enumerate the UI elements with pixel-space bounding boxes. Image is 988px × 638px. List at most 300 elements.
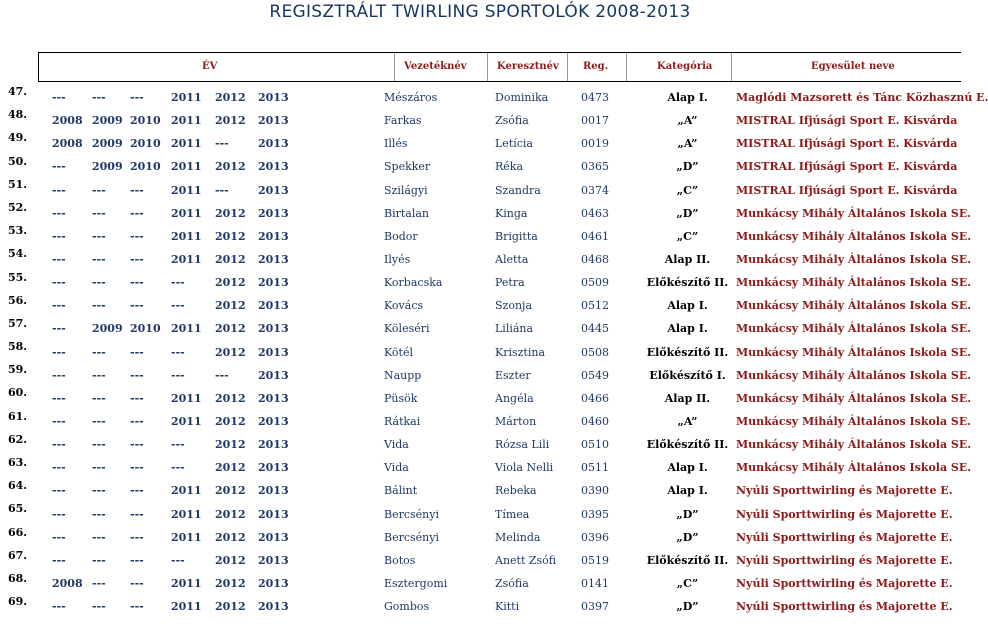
category: Előkészítő I.	[649, 368, 726, 382]
first-name: Tímea	[495, 507, 530, 521]
first-name: Zsófia	[495, 576, 529, 590]
category: „D”	[676, 530, 699, 544]
year-2009: 2009	[92, 322, 123, 336]
year-2008: ---	[52, 553, 66, 567]
year-2013: 2013	[258, 600, 289, 614]
header-kategoria: Kategória	[657, 61, 713, 72]
first-name: Dominika	[495, 91, 549, 104]
year-2012: 2012	[215, 345, 246, 359]
year-2012: 2012	[215, 299, 246, 313]
last-name: Botos	[384, 553, 416, 567]
club-name: Munkácsy Mihály Általános Iskola SE.	[736, 461, 972, 475]
row-number: 60.	[8, 386, 28, 400]
table-row	[38, 155, 960, 178]
year-2013: 2013	[258, 391, 289, 405]
year-2009: ---	[92, 530, 106, 544]
club-name: Munkácsy Mihály Általános Iskola SE.	[736, 299, 972, 313]
row-number: 64.	[8, 479, 28, 493]
last-name: Kötél	[384, 345, 413, 359]
year-2009: ---	[92, 206, 106, 220]
category: „D”	[676, 507, 699, 521]
year-2012: 2012	[215, 276, 246, 290]
category: „A”	[677, 414, 698, 428]
year-2013: 2013	[258, 137, 289, 151]
row-number: 65.	[8, 502, 28, 516]
year-2012: 2012	[215, 322, 246, 336]
year-2011: 2011	[171, 206, 202, 220]
club-name: Munkácsy Mihály Általános Iskola SE.	[736, 206, 972, 220]
year-2011: 2011	[171, 600, 202, 614]
category: „A”	[677, 137, 698, 151]
year-2010: ---	[130, 576, 144, 590]
table-row	[38, 410, 972, 433]
year-2011: ---	[171, 553, 185, 567]
year-2008: ---	[52, 206, 66, 220]
row-number: 67.	[8, 548, 28, 562]
year-2010: ---	[130, 183, 144, 197]
row-number: 59.	[8, 363, 28, 377]
first-name: Kinga	[495, 206, 528, 220]
category: Előkészítő II.	[646, 276, 729, 290]
year-2013: 2013	[258, 160, 289, 174]
year-2008: ---	[52, 183, 66, 197]
first-name: Petra	[495, 276, 525, 290]
table-row	[38, 433, 972, 456]
reg-number: 0017	[581, 114, 609, 128]
year-2009: ---	[92, 600, 106, 614]
reg-number: 0396	[581, 530, 609, 544]
year-2011: ---	[171, 345, 185, 359]
club-name: MISTRAL Ifjúsági Sport E. Kisvárda	[736, 114, 958, 128]
year-2008: 2008	[52, 576, 83, 590]
year-2008: 2008	[52, 137, 83, 151]
last-name: Szilágyi	[384, 183, 428, 197]
category: „D”	[676, 206, 699, 220]
club-name: Munkácsy Mihály Általános Iskola SE.	[736, 229, 972, 243]
year-2012: 2012	[215, 484, 246, 498]
year-2008: ---	[52, 600, 66, 614]
year-2008: ---	[52, 368, 66, 382]
club-name: Munkácsy Mihály Általános Iskola SE.	[736, 391, 972, 405]
year-2011: ---	[171, 299, 185, 313]
year-2010: ---	[130, 91, 144, 104]
year-2013: 2013	[258, 91, 289, 104]
header-vezeteknev: Vezetéknév	[404, 61, 467, 72]
year-2010: ---	[130, 299, 144, 313]
year-2011: ---	[171, 438, 185, 452]
year-2010: ---	[130, 438, 144, 452]
row-number: 68.	[8, 571, 28, 585]
table-row	[38, 479, 960, 502]
table-row	[38, 294, 972, 317]
club-name: Nyúli Sporttwirling és Majorette E.	[736, 484, 953, 498]
last-name: Vida	[384, 461, 409, 475]
category: Alap I.	[667, 91, 708, 104]
last-name: Korbacska	[384, 276, 443, 290]
category: Előkészítő II.	[646, 438, 729, 452]
last-name: Vida	[384, 438, 409, 452]
year-2010: ---	[130, 553, 144, 567]
category: „D”	[676, 160, 699, 174]
last-name: Farkas	[384, 114, 422, 128]
first-name: Brigitta	[495, 229, 538, 243]
year-2008: ---	[52, 299, 66, 313]
last-name: Rátkai	[384, 414, 421, 428]
reg-number: 0395	[581, 507, 609, 521]
year-2012: ---	[215, 368, 229, 382]
first-name: Réka	[495, 160, 524, 174]
year-2011: 2011	[171, 91, 202, 104]
year-2013: 2013	[258, 530, 289, 544]
first-name: Szonja	[495, 299, 533, 313]
table-row	[38, 503, 960, 526]
header-egyesulet: Egyesület neve	[811, 61, 895, 72]
club-name: MISTRAL Ifjúsági Sport E. Kisvárda	[736, 183, 958, 197]
year-2008: 2008	[52, 114, 83, 128]
header-divider	[731, 53, 732, 81]
year-2009: ---	[92, 391, 106, 405]
year-2012: 2012	[215, 507, 246, 521]
first-name: Rebeka	[495, 484, 537, 498]
category: Alap I.	[667, 299, 708, 313]
year-2013: 2013	[258, 553, 289, 567]
table-header	[38, 52, 961, 82]
first-name: Eszter	[495, 368, 531, 382]
first-name: Márton	[495, 414, 537, 428]
club-name: Munkácsy Mihály Általános Iskola SE.	[736, 276, 972, 290]
row-number: 56.	[8, 293, 28, 307]
last-name: Bálint	[384, 484, 418, 498]
reg-number: 0365	[581, 160, 609, 174]
year-2011: 2011	[171, 114, 202, 128]
category: Alap II.	[664, 391, 711, 405]
year-2013: 2013	[258, 229, 289, 243]
reg-number: 0549	[581, 368, 609, 382]
year-2009: ---	[92, 276, 106, 290]
year-2011: 2011	[171, 484, 202, 498]
year-2011: 2011	[171, 576, 202, 590]
year-2009: ---	[92, 229, 106, 243]
table-row	[38, 572, 960, 595]
year-2008: ---	[52, 345, 66, 359]
table-row	[38, 387, 972, 410]
year-2008: ---	[52, 229, 66, 243]
header-keresztnev: Keresztnév	[497, 61, 559, 72]
page-title: REGISZTRÁLT TWIRLING SPORTOLÓK 2008-2013	[269, 2, 691, 22]
year-2013: 2013	[258, 183, 289, 197]
first-name: Kitti	[495, 600, 520, 614]
row-number: 54.	[8, 247, 28, 261]
first-name: Anett Zsófi	[495, 553, 557, 567]
year-2012: 2012	[215, 438, 246, 452]
year-2008: ---	[52, 507, 66, 521]
year-2011: ---	[171, 276, 185, 290]
year-2008: ---	[52, 530, 66, 544]
year-2013: 2013	[258, 345, 289, 359]
year-2009: ---	[92, 252, 106, 266]
year-2008: ---	[52, 160, 66, 174]
row-number: 61.	[8, 409, 28, 423]
year-2010: ---	[130, 229, 144, 243]
row-number: 62.	[8, 432, 28, 446]
row-number: 51.	[8, 177, 28, 191]
header-divider	[626, 53, 627, 81]
year-2013: 2013	[258, 576, 289, 590]
year-2012: 2012	[215, 576, 246, 590]
year-2013: 2013	[258, 507, 289, 521]
reg-number: 0460	[581, 414, 609, 428]
year-2008: ---	[52, 276, 66, 290]
row-number: 63.	[8, 456, 28, 469]
last-name: Ilyés	[384, 252, 411, 266]
year-2010: 2010	[130, 322, 161, 336]
row-number: 48.	[8, 108, 28, 122]
year-2011: 2011	[171, 183, 202, 197]
table-row	[38, 364, 972, 387]
year-2010: ---	[130, 530, 144, 544]
year-2012: ---	[215, 183, 229, 197]
last-name: Püsök	[384, 391, 418, 405]
first-name: Aletta	[495, 252, 529, 266]
year-2010: 2010	[130, 114, 161, 128]
reg-number: 0374	[581, 183, 609, 197]
last-name: Illés	[384, 137, 408, 151]
year-2012: 2012	[215, 91, 246, 104]
athlete-table	[38, 86, 988, 618]
year-2009: ---	[92, 461, 106, 475]
table-row	[38, 526, 960, 549]
reg-number: 0397	[581, 600, 609, 614]
year-2013: 2013	[258, 484, 289, 498]
club-name: Munkácsy Mihály Általános Iskola SE.	[736, 252, 972, 266]
year-2010: ---	[130, 484, 144, 498]
year-2011: 2011	[171, 160, 202, 174]
year-2010: ---	[130, 461, 144, 475]
reg-number: 0512	[581, 299, 609, 313]
table-row	[38, 248, 972, 271]
year-2009: ---	[92, 553, 106, 567]
club-name: Nyúli Sporttwirling és Majorette E.	[736, 507, 953, 521]
last-name: Bercsényi	[384, 507, 439, 521]
table-row	[38, 271, 972, 294]
row-number: 58.	[8, 340, 28, 354]
table-row	[38, 317, 972, 340]
year-2009: 2009	[92, 137, 123, 151]
reg-number: 0463	[581, 206, 609, 220]
first-name: Krisztina	[495, 345, 546, 359]
year-2012: 2012	[215, 114, 246, 128]
year-2009: ---	[92, 507, 106, 521]
reg-number: 0019	[581, 137, 609, 151]
row-number: 52.	[8, 200, 28, 214]
year-2013: 2013	[258, 206, 289, 220]
year-2010: 2010	[130, 160, 161, 174]
first-name: Zsófia	[495, 114, 529, 128]
club-name: Nyúli Sporttwirling és Majorette E.	[736, 576, 953, 590]
table-row	[38, 549, 960, 572]
category: „A”	[677, 114, 698, 128]
year-2013: 2013	[258, 414, 289, 428]
category: Alap I.	[667, 322, 708, 336]
table-row	[38, 132, 960, 155]
category: Alap I.	[667, 484, 708, 498]
first-name: Liliána	[495, 322, 534, 336]
club-name: Maglódi Mazsorett és Tánc Közhasznú E.	[736, 91, 988, 104]
year-2009: ---	[92, 183, 106, 197]
year-2012: 2012	[215, 553, 246, 567]
first-name: Angéla	[495, 391, 534, 405]
club-name: Munkácsy Mihály Általános Iskola SE.	[736, 414, 972, 428]
year-2013: 2013	[258, 322, 289, 336]
year-2010: ---	[130, 600, 144, 614]
reg-number: 0466	[581, 391, 609, 405]
row-number: 57.	[8, 316, 28, 330]
row-number: 49.	[8, 131, 28, 145]
year-2012: 2012	[215, 414, 246, 428]
year-2010: ---	[130, 252, 144, 266]
table-row	[38, 595, 960, 618]
reg-number: 0511	[581, 461, 609, 475]
category: Előkészítő II.	[646, 345, 729, 359]
year-2009: ---	[92, 345, 106, 359]
year-2013: 2013	[258, 276, 289, 290]
row-number: 55.	[8, 270, 28, 284]
reg-number: 0473	[581, 91, 609, 104]
year-2012: 2012	[215, 461, 246, 475]
first-name: Letícia	[495, 137, 533, 151]
year-2009: ---	[92, 576, 106, 590]
year-2011: 2011	[171, 530, 202, 544]
header-divider	[487, 53, 488, 81]
last-name: Bercsényi	[384, 530, 439, 544]
year-2013: 2013	[258, 438, 289, 452]
last-name: Birtalan	[384, 206, 429, 220]
year-2012: 2012	[215, 391, 246, 405]
year-2008: ---	[52, 414, 66, 428]
table-row	[38, 109, 960, 132]
club-name: MISTRAL Ifjúsági Sport E. Kisvárda	[736, 160, 958, 174]
year-2010: ---	[130, 345, 144, 359]
category: Alap II.	[664, 252, 711, 266]
last-name: Mészáros	[384, 91, 438, 104]
header-divider	[394, 53, 395, 81]
year-2010: ---	[130, 276, 144, 290]
year-2008: ---	[52, 91, 66, 104]
year-2010: ---	[130, 414, 144, 428]
last-name: Kovács	[384, 299, 424, 313]
year-2011: 2011	[171, 507, 202, 521]
year-2011: ---	[171, 461, 185, 475]
row-number: 69.	[8, 595, 28, 609]
year-2010: ---	[130, 507, 144, 521]
row-number: 47.	[8, 85, 28, 98]
last-name: Gombos	[384, 600, 430, 614]
first-name: Melinda	[495, 530, 541, 544]
year-2013: 2013	[258, 368, 289, 382]
last-name: Köleséri	[384, 322, 430, 336]
header-ev: ÉV	[202, 61, 218, 72]
year-2012: 2012	[215, 530, 246, 544]
reg-number: 0508	[581, 345, 609, 359]
club-name: Munkácsy Mihály Általános Iskola SE.	[736, 322, 972, 336]
row-number: 66.	[8, 525, 28, 539]
year-2008: ---	[52, 461, 66, 475]
reg-number: 0445	[581, 322, 609, 336]
category: „C”	[676, 183, 699, 197]
table-row	[38, 341, 972, 364]
club-name: Munkácsy Mihály Általános Iskola SE.	[736, 438, 972, 452]
row-number: 53.	[8, 224, 28, 238]
year-2009: ---	[92, 368, 106, 382]
year-2013: 2013	[258, 252, 289, 266]
reg-number: 0519	[581, 553, 609, 567]
table-row	[38, 225, 972, 248]
year-2012: 2012	[215, 600, 246, 614]
year-2011: 2011	[171, 229, 202, 243]
year-2008: ---	[52, 438, 66, 452]
year-2011: 2011	[171, 322, 202, 336]
year-2008: ---	[52, 252, 66, 266]
reg-number: 0510	[581, 438, 609, 452]
category: Előkészítő II.	[646, 553, 729, 567]
year-2011: ---	[171, 368, 185, 382]
year-2011: 2011	[171, 414, 202, 428]
year-2009: ---	[92, 299, 106, 313]
year-2008: ---	[52, 484, 66, 498]
year-2009: ---	[92, 414, 106, 428]
year-2012: 2012	[215, 252, 246, 266]
club-name: Nyúli Sporttwirling és Majorette E.	[736, 600, 953, 614]
last-name: Naupp	[384, 368, 422, 382]
year-2012: 2012	[215, 206, 246, 220]
year-2009: ---	[92, 484, 106, 498]
year-2009: 2009	[92, 160, 123, 174]
last-name: Spekker	[384, 160, 431, 174]
first-name: Viola Nelli	[495, 461, 554, 475]
year-2012: 2012	[215, 229, 246, 243]
year-2013: 2013	[258, 299, 289, 313]
year-2009: 2009	[92, 114, 123, 128]
category: „D”	[676, 600, 699, 614]
header-reg: Reg.	[583, 61, 609, 72]
table-row	[38, 86, 988, 109]
club-name: Munkácsy Mihály Általános Iskola SE.	[736, 368, 972, 382]
year-2011: 2011	[171, 252, 202, 266]
club-name: Nyúli Sporttwirling és Majorette E.	[736, 553, 953, 567]
table-row	[38, 179, 960, 202]
year-2011: 2011	[171, 137, 202, 151]
reg-number: 0509	[581, 276, 609, 290]
category: „C”	[676, 229, 699, 243]
row-numbers	[0, 86, 32, 619]
year-2010: ---	[130, 206, 144, 220]
last-name: Bodor	[384, 229, 418, 243]
reg-number: 0141	[581, 576, 609, 590]
category: Alap I.	[667, 461, 708, 475]
year-2009: ---	[92, 438, 106, 452]
year-2008: ---	[52, 322, 66, 336]
club-name: Nyúli Sporttwirling és Majorette E.	[736, 530, 953, 544]
first-name: Rózsa Lili	[495, 438, 550, 452]
first-name: Szandra	[495, 183, 541, 197]
club-name: MISTRAL Ifjúsági Sport E. Kisvárda	[736, 137, 958, 151]
year-2010: 2010	[130, 137, 161, 151]
club-name: Munkácsy Mihály Általános Iskola SE.	[736, 345, 972, 359]
category: „C”	[676, 576, 699, 590]
row-number: 50.	[8, 154, 28, 168]
year-2012: ---	[215, 137, 229, 151]
year-2010: ---	[130, 391, 144, 405]
